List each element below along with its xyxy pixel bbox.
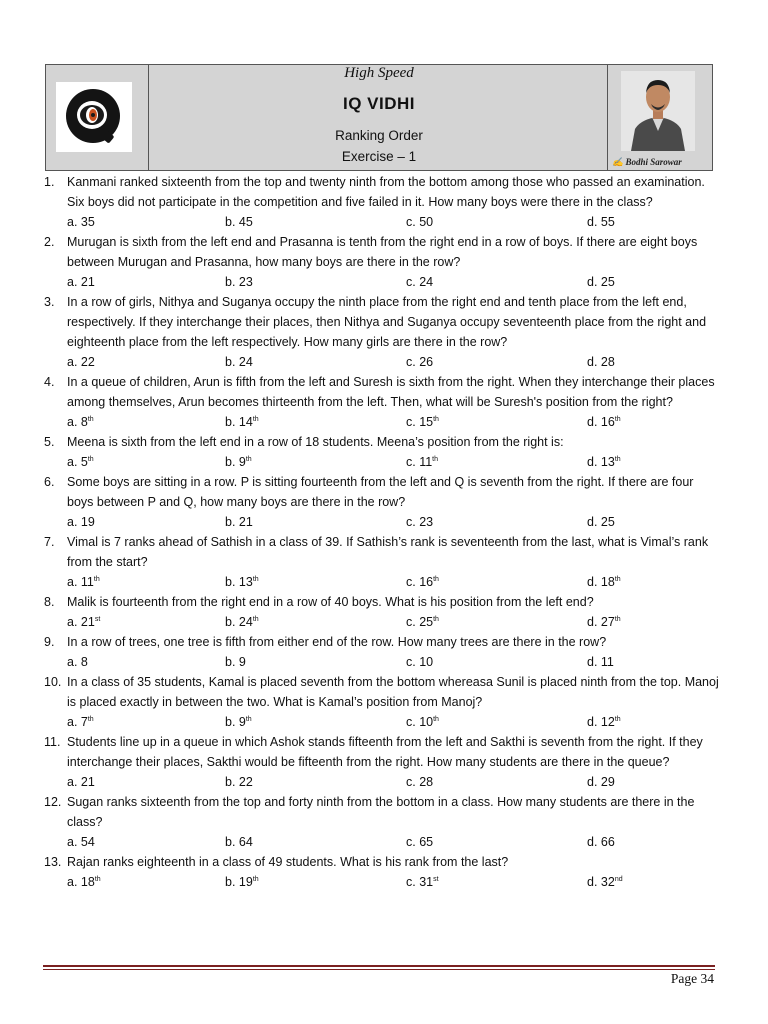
option-ordinal-suffix: th [614,575,621,583]
option-ordinal-suffix: th [87,455,94,463]
answer-option [587,712,621,732]
answer-option [225,572,259,592]
question-text: Kanmani ranked sixteenth from the top and twenty ninth from the bottom among those who passed an examination. Six boys did not participate in the competition and five failed in it. How many boys were there in the class? [67,175,705,209]
answer-option [406,872,439,892]
question-item [44,432,720,472]
option-ordinal-suffix: th [87,415,94,423]
answer-options [44,352,720,372]
option-ordinal-suffix: th [93,575,100,583]
question-text: Students line up in a queue in which Ashok stands fifteenth from the left and Sakthi is seventh from the right. If they interchange their places, Sakthi would be fifteenth from the right. How many students are there in the queue? [67,735,703,769]
question-item [44,232,720,292]
option-label: a. 8 [67,655,88,669]
answer-option [67,412,94,432]
question-number: 10. [44,675,62,689]
page-title: IQ VIDHI [342,94,415,113]
q-logo-icon [56,82,132,152]
question-number: 3. [44,295,55,309]
answer-options [44,272,720,292]
question-text: Murugan is sixth from the left end and Prasanna is tenth from the right end in a row of boys. If there are eight boys between Murugan and Prasanna, how many boys are there in the row? [67,235,698,269]
option-label: b. 21 [225,515,253,529]
answer-option [406,712,439,732]
exercise-label: Exercise – 1 [341,149,417,164]
question-text: In a class of 35 students, Kamal is placed seventh from the bottom whereasa Sunil is placed ninth from the top. Manoj is placed exactly in between the two. What is Kamal’s position from Manoj? [67,675,719,709]
option-label: c. 25 [406,615,434,629]
footer-rule-thin [43,969,715,970]
option-ordinal-suffix: th [433,415,439,423]
option-label: b. 45 [225,215,253,229]
option-label: d. 11 [587,655,614,669]
answer-option [225,352,253,372]
question-text: Malik is fourteenth from the right end in a row of 40 boys. What is his position from the left end? [67,595,594,609]
answer-option [587,772,615,792]
answer-option [587,572,621,592]
option-label: b. 13 [225,575,253,589]
answer-option [225,212,253,232]
option-label: b. 9 [225,715,246,729]
answer-option [587,612,621,632]
answer-option [225,452,252,472]
option-label: a. 54 [67,835,95,849]
answer-option [67,452,94,472]
answer-option [587,832,615,852]
page-number: Page 34 [670,971,714,986]
answer-option [406,452,438,472]
answer-option [587,452,621,472]
question-number: 8. [44,595,55,609]
option-label: a. 11 [67,575,94,589]
option-label: c. 23 [406,515,434,529]
question-number: 2. [44,235,55,249]
option-label: a. 35 [67,215,95,229]
question-number: 5. [44,435,55,449]
option-label: c. 15 [406,415,434,429]
answer-option [225,272,253,292]
option-label: b. 24 [225,355,253,369]
option-label: a. 7 [67,715,88,729]
author-photo [621,71,695,151]
answer-option [225,832,253,852]
option-ordinal-suffix: th [87,715,94,723]
option-label: d. 29 [587,775,615,789]
answer-option [587,212,615,232]
option-label: b. 14 [225,415,253,429]
option-ordinal-suffix: st [433,875,439,883]
answer-option [587,872,623,892]
option-ordinal-suffix: th [252,615,259,623]
brand-tagline: High Speed [344,65,414,81]
question-text: Rajan ranks eighteenth in a class of 49 students. What is his rank from the last? [67,855,509,869]
question-text: In a row of girls, Nithya and Suganya occupy the ninth place from the right end and tenth place from the left end, respectively. If they interchange their places, then Nithya and Suganya occupy seventeenth place from the right and eighteenth place from the left respectively. How many girls are there in the row? [67,295,707,349]
option-label: c. 10 [406,715,434,729]
question-text: Some boys are sitting in a row. P is sitting fourteenth from the left and Q is seventh from the right. If there are four boys between P and Q, how many boys are there in the row? [67,475,694,509]
option-label: b. 9 [225,455,246,469]
answer-options [44,652,720,672]
answer-option [406,212,433,232]
option-label: c. 24 [406,275,434,289]
option-ordinal-suffix: nd [614,875,623,883]
answer-option [406,352,433,372]
answer-option [67,272,95,292]
option-label: b. 9 [225,655,246,669]
option-label: a. 22 [67,355,95,369]
answer-option [406,832,433,852]
header-table [45,64,713,171]
answer-options [44,412,720,432]
option-label: b. 19 [225,875,253,889]
option-label: a. 18 [67,875,95,889]
option-label: d. 66 [587,835,615,849]
option-ordinal-suffix: th [245,715,252,723]
option-ordinal-suffix: th [614,455,621,463]
answer-option [225,612,259,632]
answer-options [44,772,720,792]
question-text: Meena is sixth from the left end in a row of 18 students. Meena’s position from the right is: [67,435,564,449]
question-text: Vimal is 7 ranks ahead of Sathish in a class of 39. If Sathish’s rank is seventeenth from the last, what is Vimal’s rank from the start? [67,535,709,569]
question-item [44,792,720,852]
option-ordinal-suffix: th [245,455,252,463]
option-label: d. 16 [587,415,615,429]
question-number: 4. [44,375,55,389]
option-label: a. 21 [67,775,95,789]
answer-option [587,412,621,432]
option-label: c. 16 [406,575,434,589]
question-item [44,632,720,672]
author-photo-cell [607,65,712,170]
answer-option [67,612,100,632]
option-label: a. 19 [67,515,95,529]
answer-options [44,832,720,852]
answer-option [587,652,614,672]
answer-options [44,212,720,232]
answer-option [67,572,100,592]
option-ordinal-suffix: th [433,575,439,583]
option-label: d. 55 [587,215,615,229]
answer-options [44,452,720,472]
answer-option [67,712,94,732]
question-item [44,672,720,732]
option-label: a. 5 [67,455,88,469]
option-ordinal-suffix: th [614,715,621,723]
option-label: c. 26 [406,355,434,369]
question-text: In a queue of children, Arun is fifth from the left and Suresh is sixth from the right. When they interchange their places among themselves, Arun becomes thirteenth from the left. Then, what will be Suresh's position from the right? [67,375,715,409]
question-number: 7. [44,535,55,549]
footer-rule [43,965,715,967]
answer-option [406,272,433,292]
option-label: b. 24 [225,615,253,629]
option-label: c. 65 [406,835,434,849]
option-ordinal-suffix: th [614,615,621,623]
answer-option [587,272,615,292]
topic-title: Ranking Order [335,128,423,143]
question-item [44,532,720,592]
answer-options [44,872,720,892]
question-number: 6. [44,475,55,489]
question-text: Sugan ranks sixteenth from the top and forty ninth from the bottom in a class. How many students are there in the class? [67,795,695,829]
question-item [44,592,720,632]
answer-option [225,412,259,432]
answer-options [44,512,720,532]
option-ordinal-suffix: th [252,875,259,883]
option-label: d. 25 [587,515,615,529]
question-number: 9. [44,635,55,649]
answer-option [406,612,439,632]
option-ordinal-suffix: th [252,415,259,423]
answer-option [225,772,253,792]
answer-options [44,712,720,732]
option-label: b. 23 [225,275,253,289]
answer-option [225,512,253,532]
option-ordinal-suffix: th [252,575,259,583]
option-ordinal-suffix: th [433,615,439,623]
answer-option [67,772,95,792]
option-ordinal-suffix: th [94,875,101,883]
question-item [44,292,720,372]
question-item [44,372,720,432]
answer-option [67,512,95,532]
option-label: d. 12 [587,715,615,729]
option-label: d. 25 [587,275,615,289]
answer-option [587,512,615,532]
question-number: 12. [44,795,62,809]
option-ordinal-suffix: th [614,415,621,423]
answer-option [406,652,433,672]
author-signature: ✍ Bodhi Sarowar [612,157,682,167]
answer-option [225,872,259,892]
option-ordinal-suffix: th [433,715,439,723]
option-label: d. 27 [587,615,615,629]
answer-option [67,872,101,892]
option-label: c. 28 [406,775,434,789]
option-label: b. 22 [225,775,253,789]
logo-cell [46,65,149,170]
answer-option [225,652,246,672]
answer-option [406,572,439,592]
question-list [44,172,720,892]
answer-option [67,832,95,852]
answer-option [406,412,439,432]
option-label: a. 21 [67,275,95,289]
option-label: a. 21 [67,615,95,629]
option-label: d. 13 [587,455,615,469]
answer-option [67,352,95,372]
question-item [44,732,720,792]
question-number: 11. [44,735,61,749]
answer-options [44,572,720,592]
option-ordinal-suffix: st [94,615,101,623]
option-label: c. 11 [406,455,433,469]
question-text: In a row of trees, one tree is fifth from either end of the row. How many trees are there in the row? [67,635,607,649]
option-ordinal-suffix: th [432,455,439,463]
option-label: b. 64 [225,835,253,849]
question-item [44,472,720,532]
option-label: c. 10 [406,655,434,669]
option-label: d. 32 [587,875,615,889]
option-label: d. 28 [587,355,615,369]
answer-option [406,772,433,792]
question-number: 1. [44,175,55,189]
header-title-cell [149,65,609,170]
option-label: a. 8 [67,415,88,429]
option-label: d. 18 [587,575,615,589]
question-item [44,172,720,232]
answer-options [44,612,720,632]
answer-option [225,712,252,732]
question-item [44,852,720,892]
option-label: c. 50 [406,215,434,229]
answer-option [406,512,433,532]
answer-option [67,212,95,232]
answer-option [587,352,615,372]
question-number: 13. [44,855,62,869]
option-label: c. 31 [406,875,434,889]
answer-option [67,652,88,672]
